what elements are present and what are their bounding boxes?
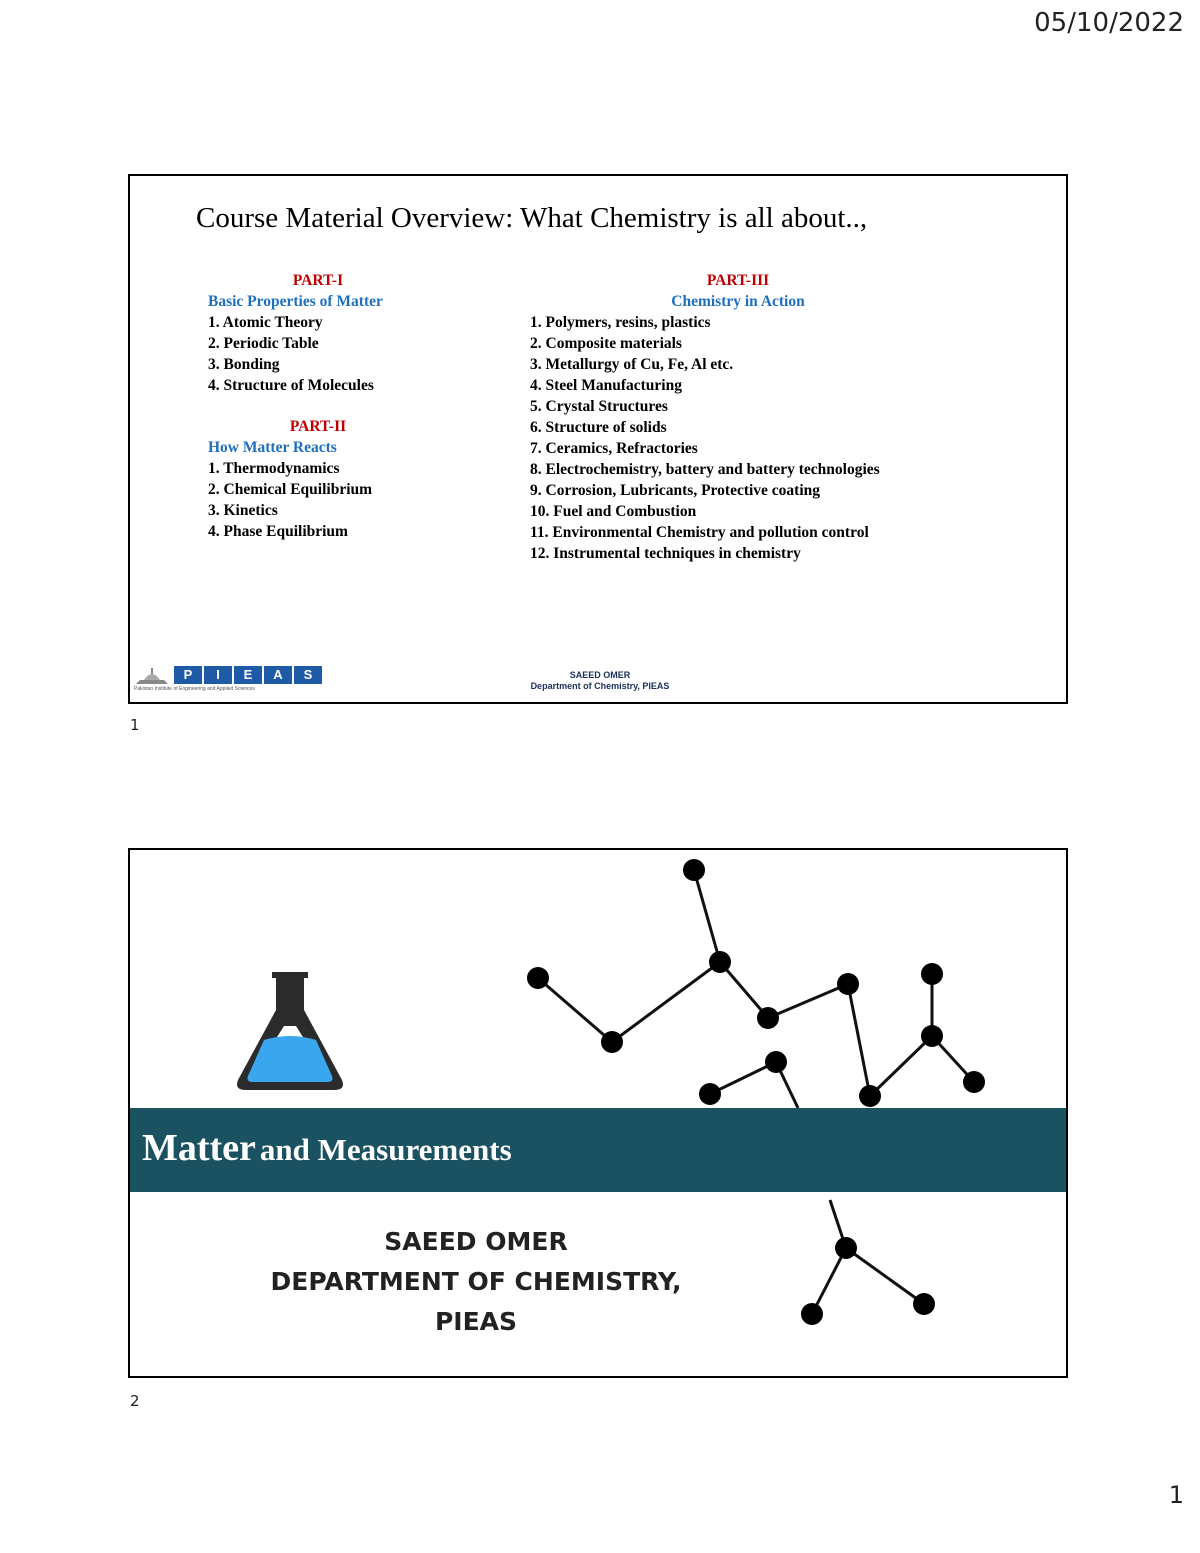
logo-letter: S (294, 666, 322, 684)
slide-number: 1 (130, 716, 140, 734)
author-block (226, 1222, 726, 1342)
slide-title (142, 1126, 512, 1170)
list-item: 9. Corrosion, Lubricants, Protective coating (530, 482, 821, 499)
part1-heading: PART-I (292, 272, 344, 289)
list-item: 12. Instrumental techniques in chemistry (530, 545, 801, 562)
part1-subheading: Basic Properties of Matter (208, 293, 383, 310)
list-item: 5. Crystal Structures (530, 398, 668, 415)
logo-letter: A (264, 666, 292, 684)
logo-letter: I (204, 666, 232, 684)
list-item: 1. Atomic Theory (208, 314, 323, 331)
logo-letter: P (174, 666, 202, 684)
list-item: 7. Ceramics, Refractories (530, 440, 698, 457)
slide-number: 2 (130, 1392, 140, 1410)
title-main: Matter (142, 1127, 256, 1169)
list-item: 3. Kinetics (208, 502, 278, 519)
part3-subheading: Chemistry in Action (671, 293, 805, 310)
list-item: 4. Steel Manufacturing (530, 377, 682, 394)
slide-course-overview (128, 174, 1068, 704)
list-item: 2. Periodic Table (208, 335, 319, 352)
logo-letter: E (234, 666, 262, 684)
parts-right-column (530, 270, 1050, 564)
list-item: 3. Bonding (208, 356, 280, 373)
list-item: 4. Structure of Molecules (208, 377, 374, 394)
title-rest: and Measurements (259, 1132, 512, 1167)
dome-icon (134, 666, 170, 686)
title-band (130, 1108, 1068, 1192)
list-item: 2. Composite materials (530, 335, 682, 352)
part3-heading: PART-III (706, 272, 770, 289)
page-number: 1 (1168, 1481, 1184, 1509)
part2-subheading: How Matter Reacts (208, 439, 337, 456)
list-item: 6. Structure of solids (530, 419, 667, 436)
part3-list (530, 312, 1050, 564)
pieas-logo (134, 664, 313, 692)
list-item: 1. Polymers, resins, plastics (530, 314, 711, 331)
slide-footer (520, 670, 680, 692)
slide-title-matter (128, 848, 1068, 1378)
list-item: 1. Thermodynamics (208, 460, 340, 477)
list-item: 4. Phase Equilibrium (208, 523, 348, 540)
footer-department: Department of Chemistry, PIEAS (530, 681, 670, 691)
list-item: 3. Metallurgy of Cu, Fe, Al etc. (530, 356, 734, 373)
page-date: 05/10/2022 (1034, 8, 1184, 38)
part2-heading: PART-II (289, 418, 347, 435)
list-item: 2. Chemical Equilibrium (208, 481, 373, 498)
list-item: 10. Fuel and Combustion (530, 503, 697, 520)
author-department: DEPARTMENT OF CHEMISTRY, PIEAS (270, 1267, 682, 1336)
part2-list (208, 458, 508, 542)
flask-icon (234, 968, 346, 1094)
slide-title: Course Material Overview: What Chemistry is all about.., (196, 202, 868, 234)
logo-caption: Pakistan Institute of Engineering and Applied Sciences (134, 686, 255, 692)
author-name: SAEED OMER (384, 1227, 568, 1256)
list-item: 8. Electrochemistry, battery and battery technologies (530, 461, 880, 478)
parts-left-column (208, 270, 508, 542)
footer-author: SAEED OMER (569, 670, 631, 680)
list-item: 11. Environmental Chemistry and pollution control (530, 524, 869, 541)
part1-list (208, 312, 508, 396)
